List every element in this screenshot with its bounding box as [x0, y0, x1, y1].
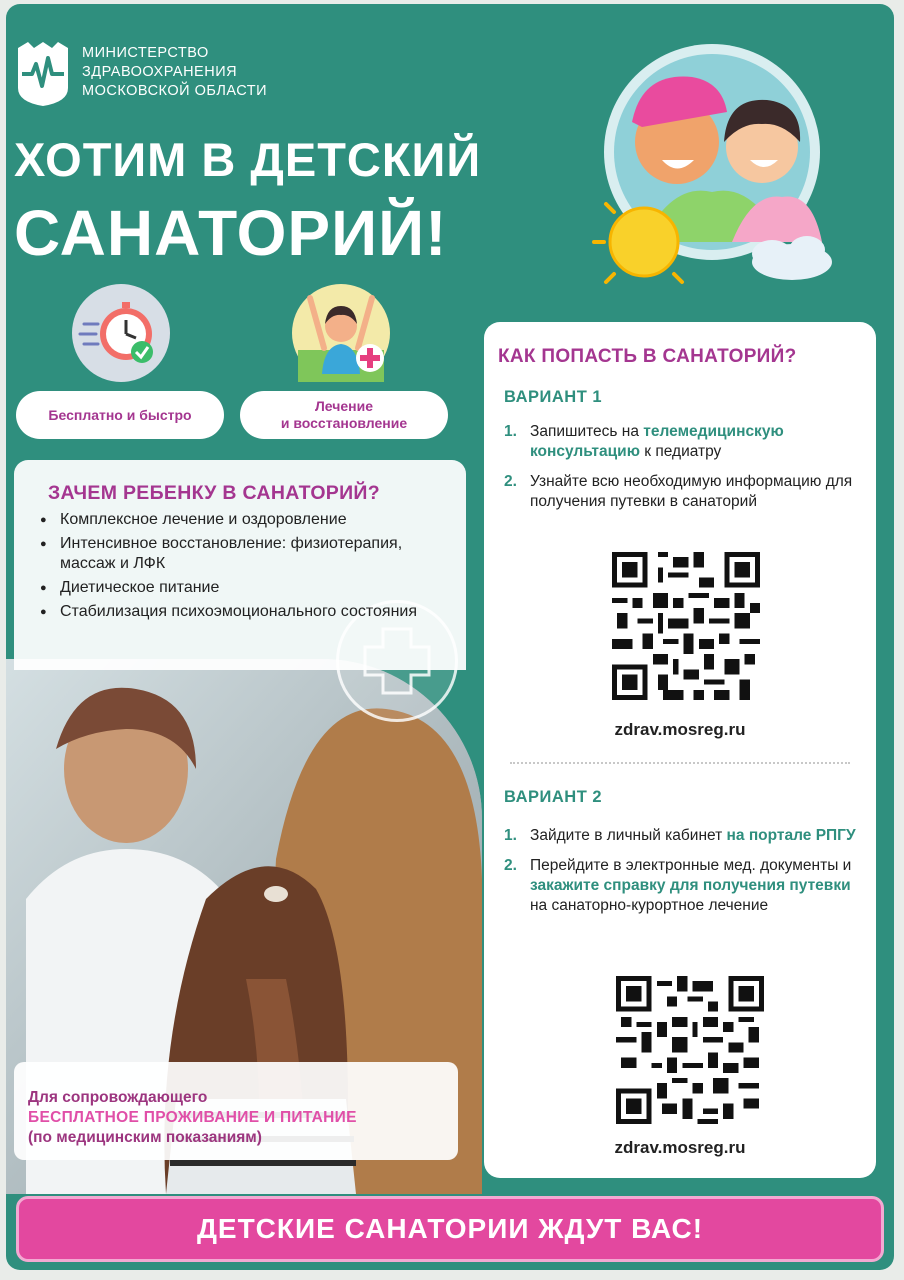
headline-line1: ХОТИМ В ДЕТСКИЙ	[14, 133, 482, 186]
step-text: Зайдите в личный кабинет	[530, 827, 727, 844]
ministry-line3: МОСКОВСКОЙ ОБЛАСТИ	[82, 83, 267, 99]
variant2-step1	[504, 826, 864, 846]
bottom-banner: ДЕТСКИЕ САНАТОРИИ ЖДУТ ВАС!	[16, 1196, 884, 1262]
accompany-line1: Для сопровождающего	[28, 1089, 208, 1106]
accompany-line3: (по медицинским показаниям)	[28, 1129, 262, 1146]
how-panel	[484, 322, 876, 1178]
happy-child-icon	[292, 284, 390, 382]
step-number: 1.	[504, 423, 517, 440]
divider	[510, 762, 850, 764]
accompany-line2: БЕСПЛАТНОЕ ПРОЖИВАНИЕ И ПИТАНИЕ	[28, 1109, 357, 1126]
qr-code-icon[interactable]	[612, 552, 760, 700]
variant1-label: ВАРИАНТ 1	[504, 388, 603, 406]
why-item: ● Интенсивное восстановление: физиотерапия, массаж и ЛФК	[38, 534, 458, 574]
why-item: ● Стабилизация психоэмоционального состояния	[38, 602, 458, 622]
variant1-step2	[504, 472, 864, 512]
step-text: Запишитесь на	[530, 423, 644, 440]
stopwatch-icon	[72, 284, 170, 382]
step-text: Узнайте всю необходимую информацию для получения путевки в санаторий	[530, 473, 853, 510]
qr-code-icon[interactable]	[616, 976, 764, 1124]
kids-illustration	[582, 42, 842, 292]
rpgu-portal-link[interactable]: на портале РПГУ	[726, 827, 856, 844]
why-title: ЗАЧЕМ РЕБЕНКУ В САНАТОРИЙ?	[48, 482, 380, 504]
step-number: 1.	[504, 827, 517, 844]
headline-line2: САНАТОРИЙ!	[14, 197, 448, 269]
ministry-logo-icon	[14, 40, 72, 108]
step-number: 2.	[504, 857, 517, 874]
benefit-free-fast: Бесплатно и быстро	[16, 391, 224, 439]
why-item: ● Комплексное лечение и оздоровление	[38, 510, 458, 530]
why-list	[38, 510, 458, 626]
site-link[interactable]: zdrav.mosreg.ru	[614, 1138, 746, 1157]
how-title: КАК ПОПАСТЬ В САНАТОРИЙ?	[498, 346, 797, 367]
step-text: на санаторно-курортное лечение	[530, 897, 769, 914]
site-link[interactable]: zdrav.mosreg.ru	[614, 720, 746, 739]
step-number: 2.	[504, 473, 517, 490]
step-text: Перейдите в электронные мед. документы и	[530, 857, 852, 874]
order-certificate-link[interactable]: закажите справку для получения путевки	[530, 877, 851, 894]
stopwatch-icon-badge	[72, 284, 170, 382]
variant1-steps	[504, 422, 864, 522]
ministry-line1: МИНИСТЕРСТВО	[82, 45, 209, 61]
telemedicine-link[interactable]: телемедицинскую консультацию	[530, 423, 784, 460]
ministry-line2: ЗДРАВООХРАНЕНИЯ	[82, 64, 238, 80]
ministry-name	[82, 44, 267, 101]
benefit-treatment: Лечение и восстановление	[240, 391, 448, 439]
happy-child-icon-badge	[292, 284, 390, 382]
step-text: к педиатру	[639, 443, 722, 460]
variant1-step1	[504, 422, 864, 462]
poster	[6, 4, 894, 1270]
variant2-label: ВАРИАНТ 2	[504, 788, 603, 806]
why-panel	[14, 460, 466, 670]
variant2-steps	[504, 826, 864, 926]
accompany-note	[14, 1062, 458, 1160]
why-item: ● Диетическое питание	[38, 578, 458, 598]
variant2-step2	[504, 856, 864, 916]
